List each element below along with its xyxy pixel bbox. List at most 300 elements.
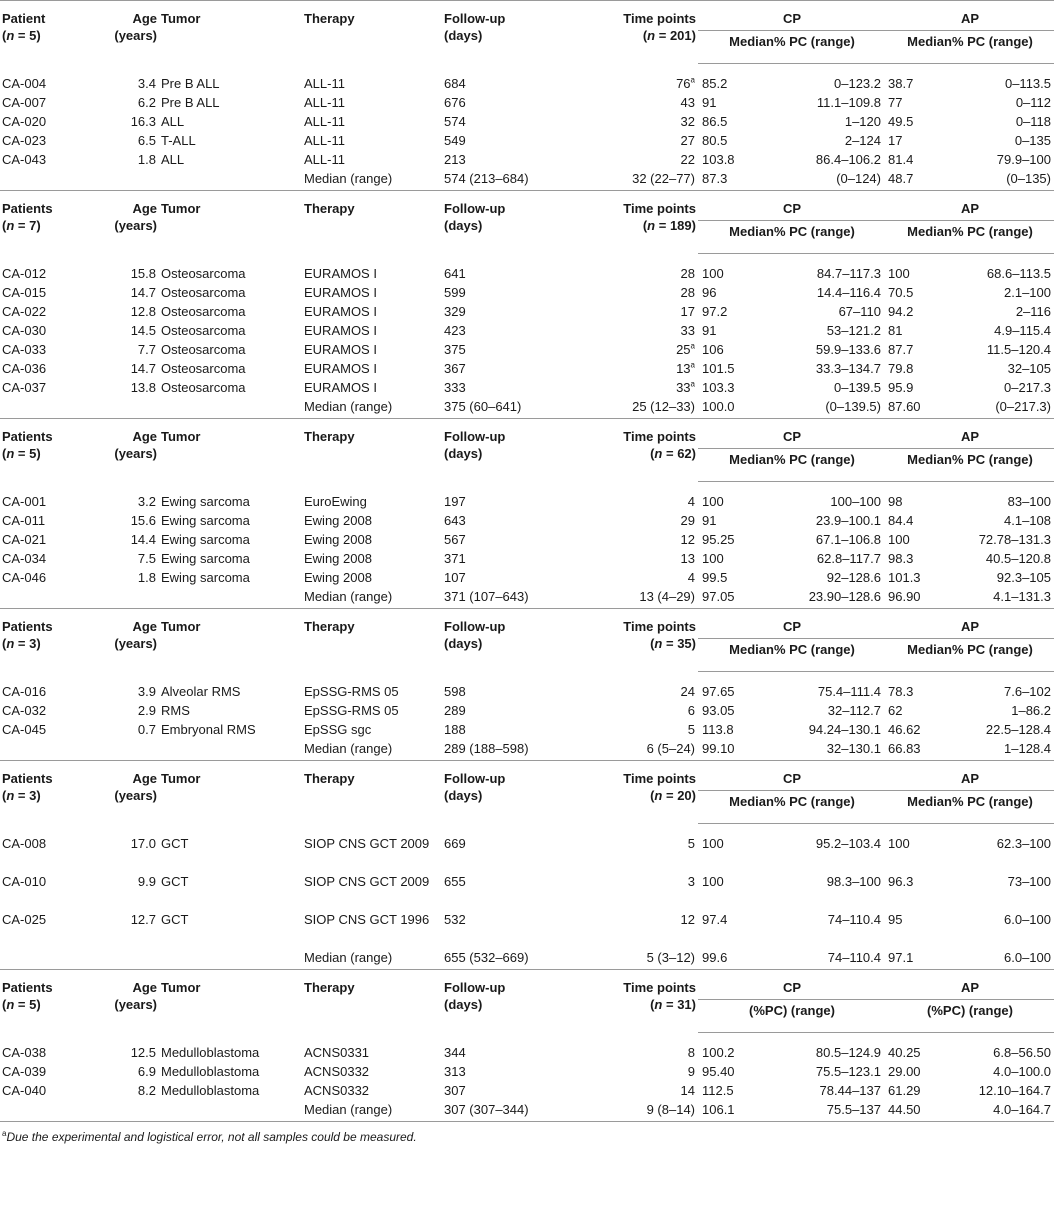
cp-median: 91 [702, 95, 717, 110]
ap-median: 87.7 [888, 342, 914, 357]
patient-tumor: Osteosarcoma [161, 285, 246, 300]
patient-therapy: EURAMOS I [304, 361, 377, 376]
cp-median: 93.05 [702, 703, 735, 718]
patient-time-points [585, 910, 698, 948]
section-header-row [0, 1, 1054, 31]
patient-age: 3.4 [137, 75, 156, 91]
median-empty [0, 948, 97, 970]
ap-median: 29.00 [888, 1064, 921, 1079]
header-time-points-label: Time points [623, 771, 696, 786]
patient-id: CA-023 [2, 133, 47, 148]
patient-tumor: Ewing sarcoma [161, 513, 250, 528]
patient-follow-up: 684 [444, 75, 466, 91]
cp-median: 100 [702, 836, 724, 851]
median-ap: 97.1 [884, 948, 964, 970]
header-ap: AP [884, 1, 1054, 31]
header-patients-n-value: 5 [29, 446, 37, 461]
section-header-row [0, 970, 1054, 1000]
time-points-value: 14 [680, 1083, 695, 1098]
header-cp: CP [698, 609, 884, 639]
ap-range: 6.8–56.50 [993, 1045, 1051, 1060]
median-cp: 100.0 [698, 397, 776, 419]
ap-range: 4.9–115.4 [994, 323, 1051, 338]
header-time-points [585, 1, 698, 64]
header-time-points-n-value: 31 [677, 997, 692, 1012]
median-empty [97, 169, 159, 191]
patient-time-points [585, 254, 698, 284]
ap-median: 100 [888, 532, 910, 547]
header-patients-n: (n = 5) [2, 997, 41, 1012]
table-row [0, 720, 1054, 739]
patient-time-points [585, 1062, 698, 1081]
cp-range: 23.9–100.1 [815, 513, 881, 528]
median-follow-up: 375 (60–641) [442, 397, 585, 419]
cp-range: 95.2–103.4 [815, 836, 881, 851]
patient-therapy: ALL-11 [304, 133, 345, 148]
patient-follow-up: 289 [444, 703, 466, 718]
header-age-label: Age [132, 619, 157, 634]
ap-median: 100 [888, 836, 910, 851]
patient-id: CA-025 [2, 912, 47, 927]
patient-therapy: EpSSG-RMS 05 [304, 703, 399, 718]
header-time-points-n-value: 35 [677, 636, 692, 651]
patient-therapy: EURAMOS I [304, 342, 377, 357]
patient-tumor: Osteosarcoma [161, 323, 246, 338]
patient-tumor: Embryonal RMS [161, 722, 256, 737]
header-therapy: Therapy [304, 619, 355, 634]
patient-therapy: ACNS0332 [304, 1064, 370, 1079]
patient-id: CA-010 [2, 874, 47, 889]
cp-median: 99.5 [702, 570, 728, 585]
median-time-points: 5 (3–12) [585, 948, 698, 970]
median-cp: 97.05 [698, 587, 776, 609]
table-row [0, 254, 1054, 284]
median-ap: 48.7 [884, 169, 964, 191]
header-cp: CP [698, 419, 884, 449]
patient-follow-up: 669 [444, 835, 466, 851]
median-cp-range: (0–124) [776, 169, 884, 191]
patient-tumor: GCT [161, 912, 189, 927]
median-empty [159, 587, 302, 609]
patient-therapy: ALL-11 [304, 114, 345, 129]
ap-range: 0–217.3 [1004, 380, 1051, 395]
header-ap: AP [884, 761, 1054, 791]
header-follow-up [442, 419, 585, 482]
cp-range: 100–100 [830, 494, 881, 509]
patient-time-points [585, 530, 698, 549]
patient-age: 15.8 [130, 265, 156, 281]
header-patients-n-value: 5 [29, 997, 37, 1012]
median-ap-range: 4.1–131.3 [964, 587, 1054, 609]
patient-tumor: Osteosarcoma [161, 265, 246, 281]
patient-follow-up: 549 [444, 133, 466, 148]
patient-follow-up: 655 [444, 874, 466, 889]
median-time-points: 6 (5–24) [585, 739, 698, 761]
cp-median: 97.4 [702, 912, 728, 927]
header-cp: CP [698, 191, 884, 221]
median-ap: 96.90 [884, 587, 964, 609]
header-follow-up-unit: (days) [444, 997, 483, 1012]
patient-age: 12.5 [130, 1044, 156, 1060]
ap-median: 95.9 [888, 380, 914, 395]
median-label: Median (range) [302, 1100, 442, 1122]
patient-id: CA-032 [2, 703, 47, 718]
median-ap: 66.83 [884, 739, 964, 761]
header-ap: AP [884, 191, 1054, 221]
median-row [0, 169, 1054, 191]
ap-median: 70.5 [888, 285, 914, 300]
patient-id: CA-036 [2, 361, 47, 376]
header-cp-sub: Median% PC (range) [698, 449, 884, 482]
patient-id: CA-040 [2, 1083, 47, 1098]
patient-tumor: Medulloblastoma [161, 1083, 260, 1098]
cp-range: 53–121.2 [826, 323, 881, 338]
ap-median: 62 [888, 703, 903, 718]
header-therapy: Therapy [304, 201, 355, 216]
header-follow-up-unit: (days) [444, 636, 483, 651]
table-row [0, 1081, 1054, 1100]
patient-therapy: EURAMOS I [304, 265, 377, 281]
patient-age: 0.7 [137, 722, 156, 737]
header-follow-up-unit: (days) [444, 28, 483, 43]
patient-id: CA-043 [2, 152, 47, 167]
header-patients [0, 970, 97, 1033]
patient-therapy: ALL-11 [304, 75, 345, 91]
patient-age: 14.7 [130, 361, 156, 376]
ap-range: 4.1–108 [1004, 513, 1051, 528]
patient-follow-up: 188 [444, 722, 466, 737]
ap-median: 81 [888, 323, 903, 338]
header-patients-n: (n = 5) [2, 446, 41, 461]
section-header-row [0, 609, 1054, 639]
cp-median: 112.5 [702, 1083, 734, 1098]
header-cp-sub: (%PC) (range) [698, 1000, 884, 1033]
table-row [0, 131, 1054, 150]
median-row [0, 397, 1054, 419]
header-time-points-n: (n = 62) [650, 446, 696, 461]
table-row [0, 701, 1054, 720]
cp-range: 92–128.6 [826, 570, 881, 585]
patient-follow-up: 599 [444, 285, 466, 300]
time-points-value: 5 [687, 835, 695, 851]
patient-age: 14.4 [130, 532, 156, 547]
header-patients-n: (n = 5) [2, 28, 41, 43]
patient-tumor: Alveolar RMS [161, 683, 241, 699]
cp-median: 103.3 [702, 380, 735, 395]
patient-follow-up: 333 [444, 380, 466, 395]
median-cp: 99.6 [698, 948, 776, 970]
patient-tumor: Ewing sarcoma [161, 532, 250, 547]
ap-range: 22.5–128.4 [985, 722, 1051, 737]
table-row [0, 359, 1054, 378]
header-patients [0, 419, 97, 482]
table-row [0, 64, 1054, 94]
patient-tumor: GCT [161, 835, 189, 851]
cp-range: 75.4–111.4 [817, 684, 881, 699]
ap-range: 11.5–120.4 [986, 342, 1051, 357]
patient-tumor: ALL [161, 114, 185, 129]
cp-median: 95.40 [702, 1064, 735, 1079]
ap-range: 2–116 [1015, 304, 1051, 319]
header-follow-up [442, 970, 585, 1033]
median-empty [0, 1100, 97, 1122]
patient-follow-up: 598 [444, 683, 466, 699]
median-time-points: 9 (8–14) [585, 1100, 698, 1122]
cp-median: 96 [702, 285, 717, 300]
patient-age: 12.7 [130, 912, 156, 927]
header-ap-sub: (%PC) (range) [884, 1000, 1054, 1033]
time-points-value: 4 [687, 570, 695, 585]
patient-follow-up: 371 [444, 551, 466, 566]
patient-time-points [585, 359, 698, 378]
ap-range: 32–105 [1007, 361, 1051, 376]
header-cp-sub: Median% PC (range) [698, 221, 884, 254]
patient-time-points [585, 824, 698, 873]
patient-therapy: Ewing 2008 [304, 532, 372, 547]
patient-follow-up: 641 [444, 265, 466, 281]
patient-tumor: ALL [161, 152, 185, 167]
patient-time-points [585, 64, 698, 94]
median-label: Median (range) [302, 948, 442, 970]
patient-tumor: Ewing sarcoma [161, 551, 250, 566]
cp-median: 106 [702, 342, 724, 357]
table-row [0, 93, 1054, 112]
median-ap: 87.60 [884, 397, 964, 419]
table-row [0, 872, 1054, 910]
time-points-value: 3 [687, 874, 695, 889]
header-ap-sub: Median% PC (range) [884, 639, 1054, 672]
patient-id: CA-022 [2, 304, 47, 319]
median-ap-range: (0–135) [964, 169, 1054, 191]
ap-range: 68.6–113.5 [986, 266, 1051, 281]
time-points-value: 33 [680, 323, 695, 338]
time-points-value: 28 [680, 285, 695, 300]
cp-median: 95.25 [702, 532, 735, 547]
header-age [97, 970, 159, 1033]
patient-therapy: Ewing 2008 [304, 551, 372, 566]
patient-time-points [585, 112, 698, 131]
median-empty [159, 397, 302, 419]
patient-follow-up: 344 [444, 1044, 466, 1060]
patient-time-points [585, 568, 698, 587]
header-cp: CP [698, 1, 884, 31]
median-label: Median (range) [302, 397, 442, 419]
patient-follow-up: 307 [444, 1083, 466, 1098]
patient-therapy: EURAMOS I [304, 380, 377, 395]
patient-age: 7.7 [137, 342, 156, 357]
header-patients [0, 1, 97, 64]
median-time-points: 32 (22–77) [585, 169, 698, 191]
cp-median: 85.2 [702, 76, 728, 91]
header-time-points [585, 419, 698, 482]
header-ap-sub: Median% PC (range) [884, 31, 1054, 64]
patient-follow-up: 532 [444, 912, 466, 927]
cp-median: 97.65 [702, 684, 735, 699]
median-ap-range: (0–217.3) [964, 397, 1054, 419]
header-age-label: Age [132, 201, 157, 216]
time-points-value: 17 [680, 304, 695, 319]
header-patients [0, 191, 97, 254]
header-patients-n-value: 3 [29, 788, 37, 803]
header-age-label: Age [132, 771, 157, 786]
ap-range: 0–135 [1014, 133, 1051, 148]
time-points-value: 9 [687, 1064, 695, 1079]
median-time-points: 13 (4–29) [585, 587, 698, 609]
patient-age: 12.8 [130, 304, 156, 319]
cp-range: 0–139.5 [834, 380, 881, 395]
cp-median: 86.5 [702, 114, 728, 129]
header-time-points [585, 761, 698, 824]
section-header-row [0, 419, 1054, 449]
header-tumor: Tumor [161, 980, 201, 995]
ap-range: 12.10–164.7 [978, 1083, 1051, 1098]
patient-time-points [585, 93, 698, 112]
median-empty [159, 169, 302, 191]
median-empty [159, 948, 302, 970]
header-tumor: Tumor [161, 201, 201, 216]
header-follow-up-unit: (days) [444, 446, 483, 461]
patient-time-points [585, 511, 698, 530]
section-header-row [0, 191, 1054, 221]
time-points-value: 12 [680, 912, 695, 927]
cp-median: 100.2 [702, 1045, 735, 1060]
header-follow-up [442, 609, 585, 672]
header-age-label: Age [132, 980, 157, 995]
time-points-value: 5 [687, 722, 695, 737]
patient-tumor: Medulloblastoma [161, 1044, 260, 1060]
header-follow-up-label: Follow-up [444, 771, 506, 786]
patient-age: 3.2 [137, 493, 156, 509]
header-age-label: Age [132, 429, 157, 444]
header-age-unit: (years) [114, 28, 157, 43]
patient-age: 6.9 [137, 1064, 156, 1079]
patient-time-points [585, 131, 698, 150]
median-empty [97, 397, 159, 419]
patient-age: 16.3 [130, 114, 156, 129]
patient-time-points [585, 872, 698, 910]
time-points-value: 76 [676, 75, 691, 91]
patient-follow-up: 107 [444, 570, 466, 585]
section-header-row [0, 761, 1054, 791]
patient-time-points [585, 378, 698, 397]
header-age-label: Age [132, 11, 157, 26]
header-follow-up [442, 1, 585, 64]
header-cp: CP [698, 761, 884, 791]
header-patients-label: Patients [2, 429, 53, 444]
patient-follow-up: 197 [444, 493, 466, 509]
header-ap-sub: Median% PC (range) [884, 449, 1054, 482]
patient-age: 8.2 [137, 1083, 156, 1098]
ap-range: 72.78–131.3 [978, 532, 1051, 547]
patient-tumor: RMS [161, 703, 190, 718]
cp-median: 100 [702, 494, 724, 509]
cp-range: 75.5–123.1 [815, 1064, 881, 1079]
patient-age: 3.9 [137, 683, 156, 699]
time-points-value: 13 [680, 551, 695, 566]
header-therapy: Therapy [304, 429, 355, 444]
ap-range: 0–113.5 [1004, 76, 1051, 91]
table-row [0, 482, 1054, 512]
patient-tumor: Ewing sarcoma [161, 570, 250, 585]
header-age [97, 191, 159, 254]
header-tumor: Tumor [161, 11, 201, 26]
cp-range: 84.7–117.3 [816, 266, 881, 281]
header-follow-up-label: Follow-up [444, 619, 506, 634]
header-time-points-label: Time points [623, 980, 696, 995]
ap-range: 4.0–100.0 [993, 1064, 1051, 1079]
header-ap: AP [884, 609, 1054, 639]
patient-therapy: SIOP CNS GCT 2009 [304, 835, 430, 851]
patient-time-points [585, 1081, 698, 1100]
cp-median: 97.2 [702, 304, 728, 319]
patient-id: CA-007 [2, 95, 47, 110]
header-time-points-n-value: 62 [677, 446, 692, 461]
patient-therapy: ALL-11 [304, 95, 345, 110]
table-row [0, 568, 1054, 587]
time-points-value: 33 [676, 380, 691, 395]
time-points-value: 22 [680, 152, 695, 167]
patient-time-points [585, 701, 698, 720]
header-patients-label: Patients [2, 980, 53, 995]
cp-range: 67–110 [838, 304, 881, 319]
patient-time-points [585, 1033, 698, 1063]
header-time-points-n: (n = 189) [642, 218, 696, 233]
table-row [0, 530, 1054, 549]
patient-tumor: Ewing sarcoma [161, 493, 250, 509]
cp-median: 100 [702, 266, 724, 281]
patient-follow-up: 375 [444, 342, 466, 357]
table-row [0, 283, 1054, 302]
time-points-value: 29 [680, 513, 695, 528]
median-label: Median (range) [302, 587, 442, 609]
median-follow-up: 289 (188–598) [442, 739, 585, 761]
ap-median: 94.2 [888, 304, 914, 319]
patient-id: CA-015 [2, 285, 47, 300]
patient-age: 6.5 [137, 133, 156, 148]
median-empty [159, 739, 302, 761]
header-follow-up-label: Follow-up [444, 429, 506, 444]
patient-age: 1.8 [137, 570, 156, 585]
time-points-footnote-marker: a [690, 75, 695, 85]
header-cp: CP [698, 970, 884, 1000]
median-follow-up: 371 (107–643) [442, 587, 585, 609]
table-row [0, 302, 1054, 321]
cp-median: 101.5 [702, 361, 735, 376]
cp-median: 91 [702, 513, 717, 528]
header-time-points [585, 609, 698, 672]
header-patients-n-value: 7 [29, 218, 37, 233]
patient-tumor: GCT [161, 874, 189, 889]
header-time-points-n: (n = 201) [642, 28, 696, 43]
patient-therapy: EURAMOS I [304, 285, 377, 300]
patient-id: CA-011 [2, 513, 46, 528]
patient-follow-up: 676 [444, 95, 466, 110]
header-age-unit: (years) [114, 446, 157, 461]
patient-tumor: Pre B ALL [161, 75, 220, 91]
cp-median: 103.8 [702, 152, 735, 167]
header-cp-sub: Median% PC (range) [698, 639, 884, 672]
patient-time-points [585, 283, 698, 302]
time-points-value: 6 [687, 703, 695, 718]
header-cp-sub: Median% PC (range) [698, 791, 884, 824]
ap-range: 2.1–100 [1004, 285, 1051, 300]
header-age [97, 1, 159, 64]
median-empty [159, 1100, 302, 1122]
patient-therapy: ACNS0332 [304, 1083, 370, 1098]
patient-time-points [585, 340, 698, 359]
median-empty [97, 739, 159, 761]
patient-id: CA-001 [2, 493, 47, 509]
